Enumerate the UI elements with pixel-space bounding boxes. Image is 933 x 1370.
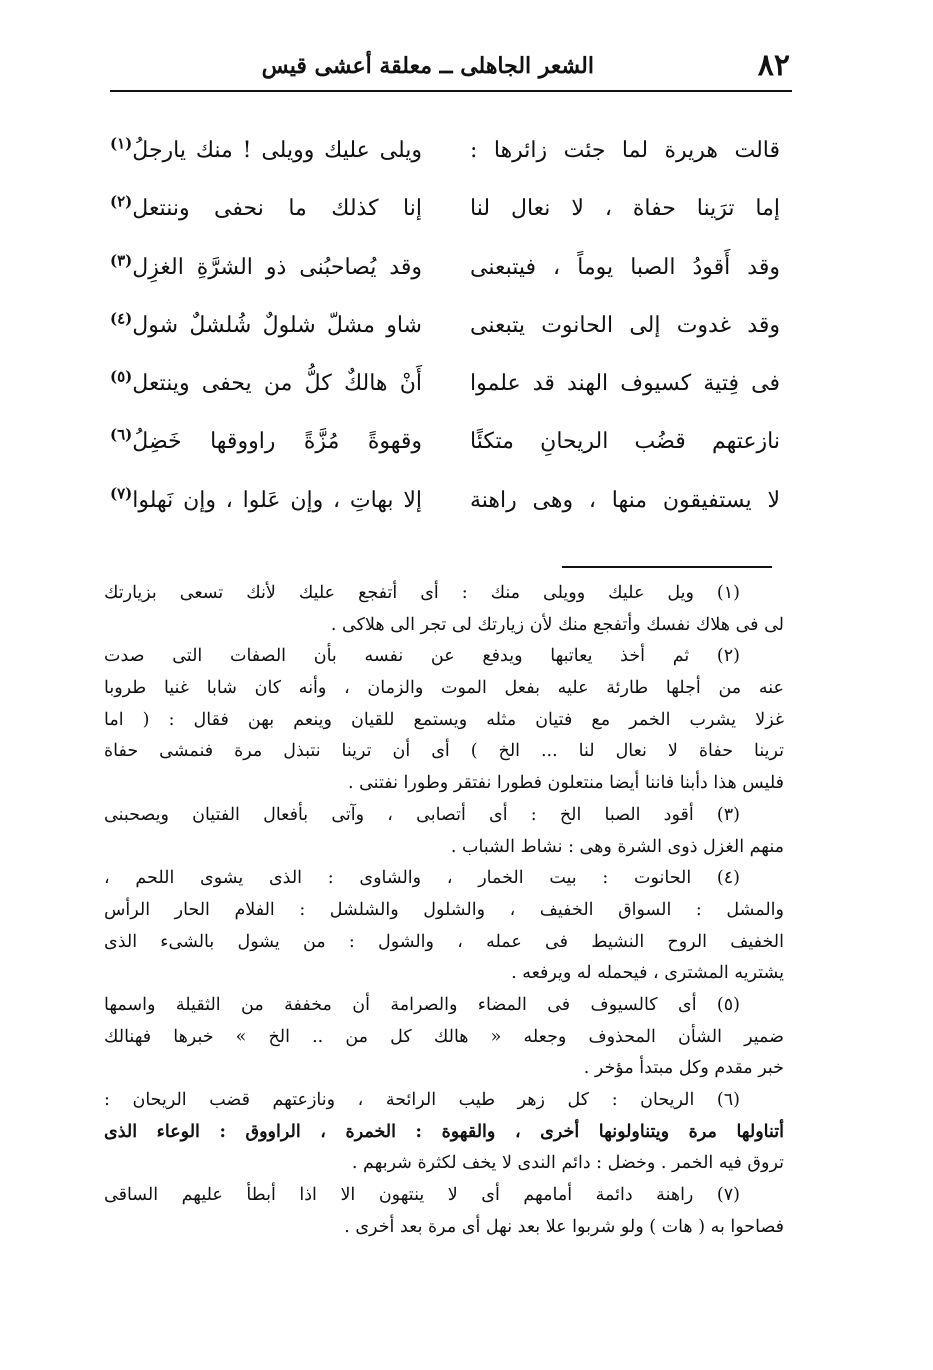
- footnote-line: لى فى هلاك نفسك وأتفجع منك لأن زيارتك لى تجر الى هلاكى .: [330, 614, 784, 635]
- footnote-marker: (٣): [110, 251, 133, 270]
- footnote-line: (١) ويل عليك وويلى منك : أى أتفجع عليك لأنك تسعى بزيارتك: [104, 583, 740, 603]
- footnote-rule: [562, 566, 772, 568]
- footnote-line: (٥) أى كالسيوف فى المضاء والصرامة أن مخففة من الثقيلة واسمها: [104, 994, 740, 1015]
- verse-second-hemistich: [110, 239, 422, 297]
- header-rule: [110, 90, 792, 92]
- footnote-line: فصاحوا به ( هات ) ولو شربوا علا بعد نهل أى مرة بعد أخرى .: [344, 1216, 784, 1237]
- footnote: [104, 578, 784, 641]
- footnote-line: (٧) راهنة دائمة أمامهم أى لا ينتهون الا اذا أبطأ عليهم الساقى: [104, 1185, 740, 1206]
- footnote-marker: (٧): [110, 484, 133, 503]
- verse-second-text: إنا كذلك ما نحفى وننتعل: [132, 196, 422, 222]
- footnote-marker: (٤): [110, 309, 133, 328]
- page-header: [110, 44, 790, 88]
- footnote: [104, 800, 784, 863]
- footnotes: [104, 578, 784, 1243]
- footnote-line: خبر مقدم وكل مبتدأ مؤخر .: [583, 1058, 784, 1079]
- footnote-marker: (٢): [110, 192, 133, 211]
- verse-row: [100, 472, 780, 530]
- verse-second-text: إلا بهاتِ ، وإن عَلوا ، وإن نَهلوا: [132, 487, 422, 513]
- verse-second-text: شاو مشلّ شلولٌ شُلشلٌ شول: [132, 312, 422, 338]
- footnote-line: يشتريه المشترى ، فيحمله له ويرفعه .: [511, 963, 784, 984]
- footnote-line: عنه من أجلها طارئة عليه بفعل الموت والزمان ، وأنه كان شابا غنيا طروبا: [104, 678, 784, 699]
- verse-first-hemistich: فى فِتية كسيوف الهند قد علموا: [470, 371, 780, 397]
- footnote-line: تروق فيه الخمر . وخضل : دائم الندى لا يخف لكثرة شربهم .: [351, 1153, 784, 1174]
- footnote-line: (٢) ثم أخذ يعاتبها ويدفع عن نفسه بأن الصفات التى صدت: [104, 646, 740, 667]
- footnote: [104, 990, 784, 1085]
- verse-row: [100, 180, 780, 238]
- footnote: [104, 641, 784, 799]
- verse-first-hemistich: إما ترَينا حفاة ، لا نعال لنا: [470, 196, 780, 222]
- verse-row: [100, 239, 780, 297]
- verse-second-text: وقهوةً مُزَّةً راووقها خَضِلُ: [132, 429, 422, 455]
- footnote-line: ترينا حفاة لا نعال لنا ... الخ ) أى أن ترينا نتبذل مرة فنمشى حفاة: [104, 741, 784, 762]
- footnote-line: منهم الغزل ذوى الشرة وهى : نشاط الشباب .: [450, 836, 784, 857]
- verse-first-hemistich: لا يستفيقون منها ، وهى راهنة: [470, 487, 780, 513]
- verse-second-hemistich: [110, 297, 422, 355]
- poem: [100, 122, 780, 530]
- verse-second-text: وقد يُصاحبُنى ذو الشرَّةِ الغزِل: [132, 254, 422, 280]
- verse-second-hemistich: [110, 355, 422, 413]
- footnote: [104, 1085, 784, 1180]
- verse-row: [100, 355, 780, 413]
- page-number: ٨٢: [757, 48, 790, 83]
- verse-second-text: ويلى عليك وويلى ! منك يارجلُ: [132, 138, 422, 163]
- footnote-line: فليس هذا دأبنا فاننا أيضا منتعلون فطورا نفتقر وطورا نفتنى .: [347, 773, 784, 794]
- footnote-marker: (٥): [110, 367, 133, 386]
- footnote-marker: (١): [110, 134, 133, 153]
- footnote-marker: (٦): [110, 426, 133, 445]
- verse-first-hemistich: قالت هريرة لما جئت زائرها :: [470, 138, 780, 163]
- footnote-line: أتناولها مرة ويتناولونها أخرى ، والقهوة : الخمرة ، الراووق : الوعاء الذى: [104, 1121, 784, 1142]
- footnote: [104, 1180, 784, 1243]
- verse-second-hemistich: [110, 472, 422, 530]
- verse-row: [100, 122, 780, 180]
- running-title: الشعر الجاهلى ــ معلقة أعشى قيس: [261, 53, 594, 79]
- verse-second-hemistich: [110, 122, 422, 180]
- verse-second-text: أَنْ هالكٌ كلُّ من يحفى وينتعل: [132, 371, 422, 397]
- verse-row: [100, 297, 780, 355]
- footnote-line: والمشل : السواق الخفيف ، والشلول والشلشل : الفلام الحار الرأس: [104, 899, 784, 920]
- footnote-line: (٦) الريحان : كل زهر طيب الرائحة ، ونازعتهم قضب الريحان :: [104, 1090, 740, 1110]
- verse-second-hemistich: [110, 180, 422, 238]
- verse-row: [100, 413, 780, 471]
- footnote: [104, 863, 784, 990]
- footnote-line: (٣) أقود الصبا الخ : أى أتصابى ، وآتى بأفعال الفتيان ويصحبنى: [104, 804, 740, 825]
- footnote-line: (٤) الحانوت : بيت الخمار ، والشاوى : الذى يشوى اللحم ،: [104, 868, 740, 889]
- footnote-line: غزلا يشرب الخمر مع فتيان مثله ويستمع للقيان وينعم بهن فقال : ( اما: [104, 709, 784, 730]
- footnote-line: ضمير الشأن المحذوف وجعله « هالك كل من .. الخ » خبرها فهنالك: [104, 1026, 784, 1047]
- footnote-line: الخفيف الروح النشيط فى عمله ، والشول : من يشول بالشىء الذى: [104, 931, 784, 952]
- verse-first-hemistich: وقد غدوت إلى الحانوت يتبعنى: [470, 312, 780, 338]
- verse-second-hemistich: [110, 413, 422, 471]
- verse-first-hemistich: وقد أَقودُ الصبا يوماً ، فيتبعنى: [470, 254, 780, 280]
- verse-first-hemistich: نازعتهم قضُب الريحانِ متكئًا: [470, 429, 780, 455]
